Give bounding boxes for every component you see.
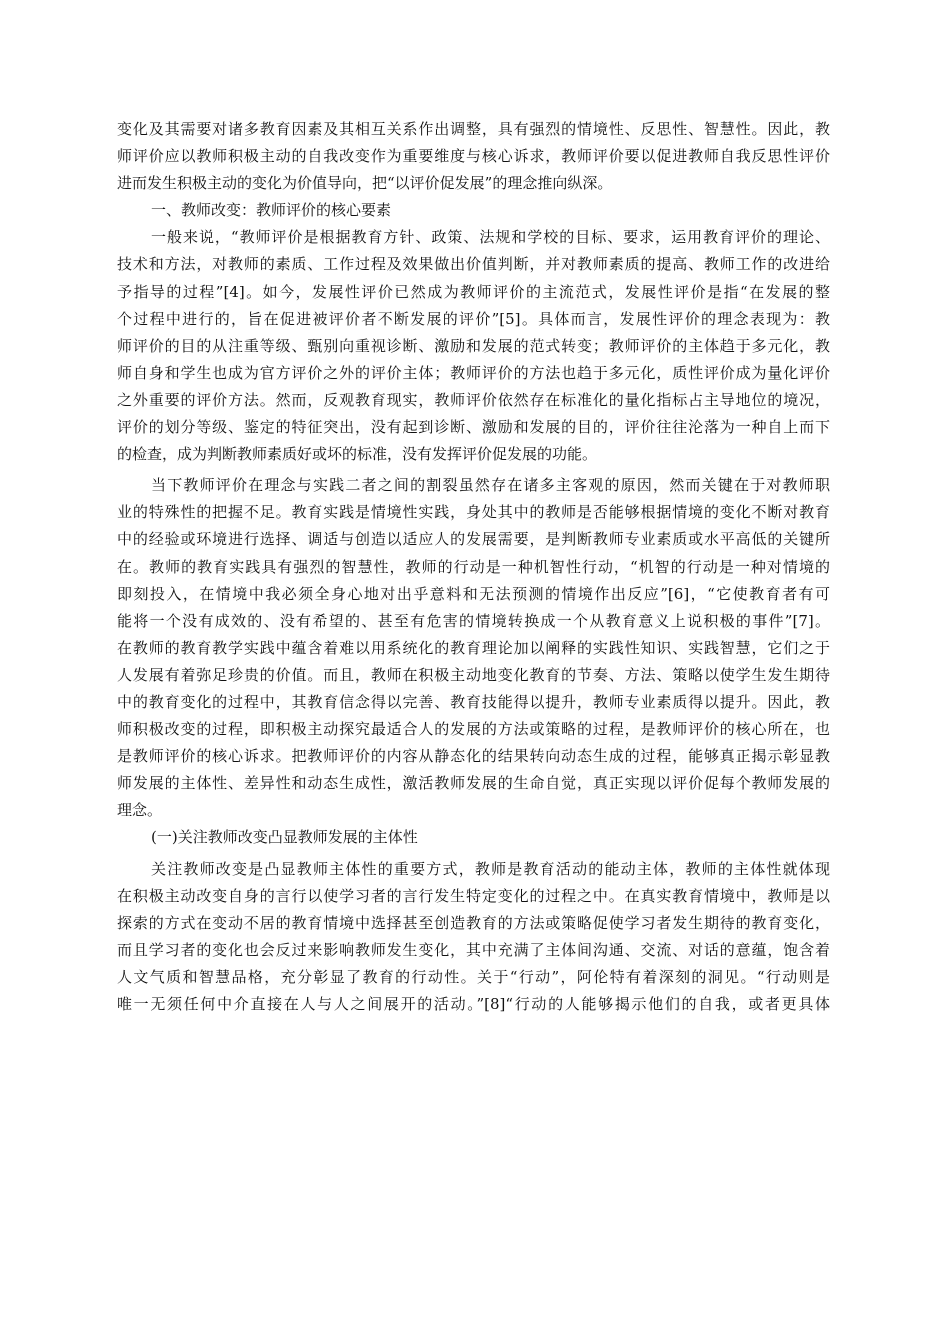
text-line: 变化及其需要对诸多教育因素及其相互关系作出调整，具有强烈的情境性、反思性、智慧性。因此，教	[117, 120, 830, 138]
text-line: 当下教师评价在理念与实践二者之间的割裂虽然存在诸多主客观的原因，然而关键在于对教师职	[151, 476, 830, 495]
text-line: 的检查，成为判断教师素质好或坏的标准，没有发挥评价促发展的功能。	[117, 445, 598, 464]
text-line: 一般来说，“教师评价是根据教育方针、政策、法规和学校的目标、要求，运用教育评价的理论、	[151, 228, 830, 247]
section-heading: (一)关注教师改变凸显教师发展的主体性	[151, 828, 418, 847]
text-line: 予指导的过程”[4]。如今，发展性评价已然成为教师评价的主流范式，发展性评价是指“在发展的整	[117, 282, 830, 301]
text-line: 之外重要的评价方法。然而，反观教育现实，教师评价依然存在标准化的量化指标占主导地位的境况，	[117, 390, 830, 409]
text-line: 业的特殊性的把握不足。教育实践是情境性实践，身处其中的教师是否能够根据情境的变化不断对教育	[117, 503, 830, 522]
text-line: 个过程中进行的，旨在促进被评价者不断发展的评价”[5]。具体而言，发展性评价的理念表现为：教	[117, 309, 830, 328]
text-line: 理念。	[117, 801, 163, 820]
section-heading: 一、教师改变：教师评价的核心要素	[151, 201, 392, 220]
text-line: 师评价的目的从注重等级、甄别向重视诊断、激励和发展的范式转变；教师评价的主体趋于多元化，教	[117, 336, 830, 355]
text-line: 师积极改变的过程，即积极主动探究最适合人的发展的方法或策略的过程，是教师评价的核心所在，也	[117, 720, 830, 739]
text-line: 人发展有着弥足珍贵的价值。而且，教师在积极主动地变化教育的节奏、方法、策略以使学生发生期待	[117, 665, 830, 684]
text-line: 探索的方式在变动不居的教育情境中选择甚至创造教育的方法或策略促使学习者发生期待的教育变化，	[117, 913, 830, 932]
text-line: 在积极主动改变自身的言行以使学习者的言行发生特定变化的过程之中。在真实教育情境中，教师是以	[117, 886, 830, 905]
text-line: 评价的划分等级、鉴定的特征突出，没有起到诊断、激励和发展的目的，评价往往沦落为一种自上而下	[117, 418, 830, 437]
text-line: 师自身和学生也成为官方评价之外的评价主体；教师评价的方法也趋于多元化，质性评价成为量化评价	[117, 363, 830, 382]
text-line: 在。教师的教育实践具有强烈的智慧性，教师的行动是一种机智性行动，“机智的行动是一种对情境的	[117, 557, 830, 576]
text-line: 人文气质和智慧品格，充分彰显了教育的行动性。关于“行动”，阿伦特有着深刻的洞见。“行动则是	[117, 967, 830, 986]
text-line: 而且学习者的变化也会反过来影响教师发生变化，其中充满了主体间沟通、交流、对话的意蕴，饱含着	[117, 940, 830, 959]
text-line: 师发展的主体性、差异性和动态生成性，激活教师发展的生命自觉，真正实现以评价促每个教师发展的	[117, 774, 830, 793]
text-line: 唯一无须任何中介直接在人与人之间展开的活动。”[8]“行动的人能够揭示他们的自我，或者更具体	[117, 995, 830, 1013]
text-line: 进而发生积极主动的变化为价值导向，把“以评价促发展”的理念推向纵深。	[117, 174, 613, 193]
text-line: 关注教师改变是凸显教师主体性的重要方式，教师是教育活动的能动主体，教师的主体性就体现	[151, 859, 830, 878]
text-line: 能将一个没有成效的、没有希望的、甚至有危害的情境转换成一个从教育意义上说积极的事件”[7]。	[117, 611, 830, 630]
text-line: 师评价应以教师积极主动的自我改变作为重要维度与核心诉求，教师评价要以促进教师自我反思性评价	[117, 147, 830, 166]
text-line: 中的教育变化的过程中，其教育信念得以完善、教育技能得以提升，教师专业素质得以提升。因此，教	[117, 692, 830, 711]
text-line: 在教师的教育教学实践中蕴含着难以用系统化的教育理论加以阐释的实践性知识、实践智慧，它们之于	[117, 638, 830, 657]
text-line: 技术和方法，对教师的素质、工作过程及效果做出价值判断，并对教师素质的提高、教师工作的改进给	[117, 255, 830, 274]
text-line: 是教师评价的核心诉求。把教师评价的内容从静态化的结果转向动态生成的过程，能够真正揭示彰显教	[117, 747, 830, 766]
document-body	[117, 116, 830, 1018]
text-line: 即刻投入，在情境中我必须全身心地对出乎意料和无法预测的情境作出反应”[6]，“它使教育者有可	[117, 584, 830, 603]
text-line: 中的经验或环境进行选择、调适与创造以适应人的发展需要，是判断教师专业素质或水平高低的关键所	[117, 530, 830, 549]
